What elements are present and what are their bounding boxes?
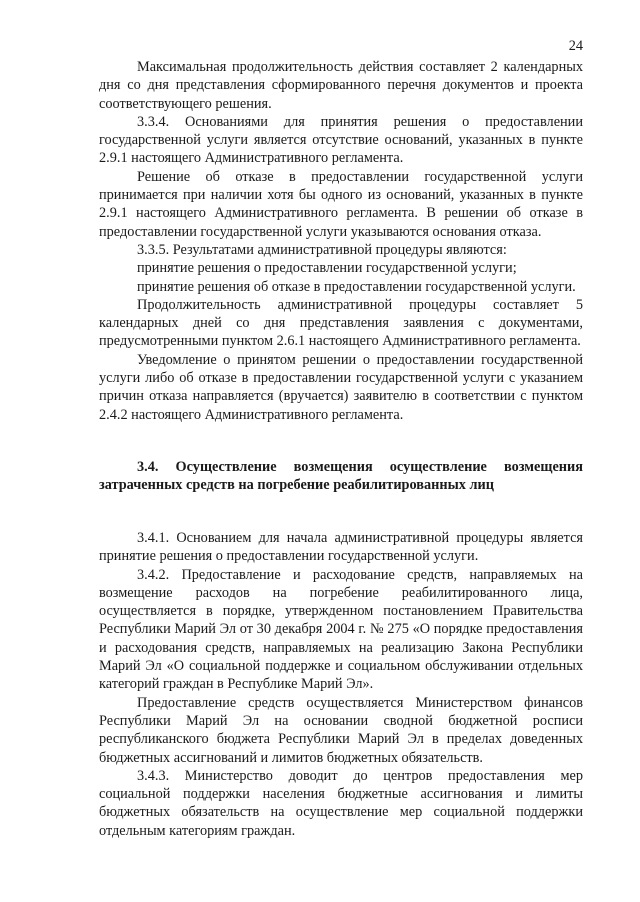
paragraph: Предоставление средств осуществляется Министерством финансов Республики Марий Эл на основании сводной бюджетной росписи республиканского бюджета Республики Марий Эл в пределах доведенных бюджетных ассигнований и лимитов бюджетных обязательств. bbox=[99, 694, 583, 766]
paragraph: 3.4.3. Министерство доводит до центров предоставления мер социальной поддержки населения бюджетные ассигнования и лимиты бюджетных обязательств на осуществление мер социальной поддержки отдельным категориям граждан. bbox=[99, 767, 583, 839]
paragraph: Уведомление о принятом решении о предоставлении государственной услуги либо об отказе в предоставлении государственной услуги с указанием причин отказа направляется (вручается) заявителю в соответствии с пунктом 2.4.2 настоящего Административного регламента. bbox=[99, 351, 583, 423]
paragraph: 3.4.1. Основанием для начала административной процедуры является принятие решения о предоставлении государственной услуги. bbox=[99, 529, 583, 565]
paragraph: Максимальная продолжительность действия составляет 2 календарных дня со дня представления сформированного перечня документов и проекта соответствующего решения. bbox=[99, 59, 583, 112]
paragraph: 3.4.2. Предоставление и расходование средств, направляемых на возмещение расходов на погребение реабилитированного лица, осуществляется в порядке, утвержденном постановлением Правительства Республики Марий Эл от 30 декабря 2004 г. № 275 «О порядке предоставления и расходования средств, направляемых на реализацию Закона Республики Марий Эл «О социальной поддержке и социальном обслуживании отдельных категорий граждан в Республике Марий Эл». bbox=[99, 566, 583, 693]
body-text bbox=[99, 58, 583, 840]
paragraph: 3.3.4. Основаниями для принятия решения о предоставлении государственной услуги является отсутствие оснований, указанных в пункте 2.9.1 настоящего Административного регламента. bbox=[99, 113, 583, 167]
paragraph: принятие решения об отказе в предоставлении государственной услуги. bbox=[137, 278, 576, 295]
paragraph: Решение об отказе в предоставлении государственной услуги принимается при наличии хотя бы одного из оснований, указанных в пункте 2.9.1 настоящего Административного регламента. В решении об отказе в предоставлении государственной услуги указываются основания отказа. bbox=[99, 168, 583, 240]
page-number: 24 bbox=[568, 38, 583, 54]
paragraph: Продолжительность административной процедуры составляет 5 календарных дней со дня представления заявления с документами, предусмотренными пунктом 2.6.1 настоящего Административного регламента. bbox=[99, 296, 583, 350]
paragraph: 3.3.5. Результатами административной процедуры являются: bbox=[137, 241, 507, 258]
paragraph: принятие решения о предоставлении государственной услуги; bbox=[137, 260, 517, 277]
section-heading: 3.4. Осуществление возмещения осуществление возмещения затраченных средств на погребение реабилитированных лиц bbox=[99, 458, 583, 494]
